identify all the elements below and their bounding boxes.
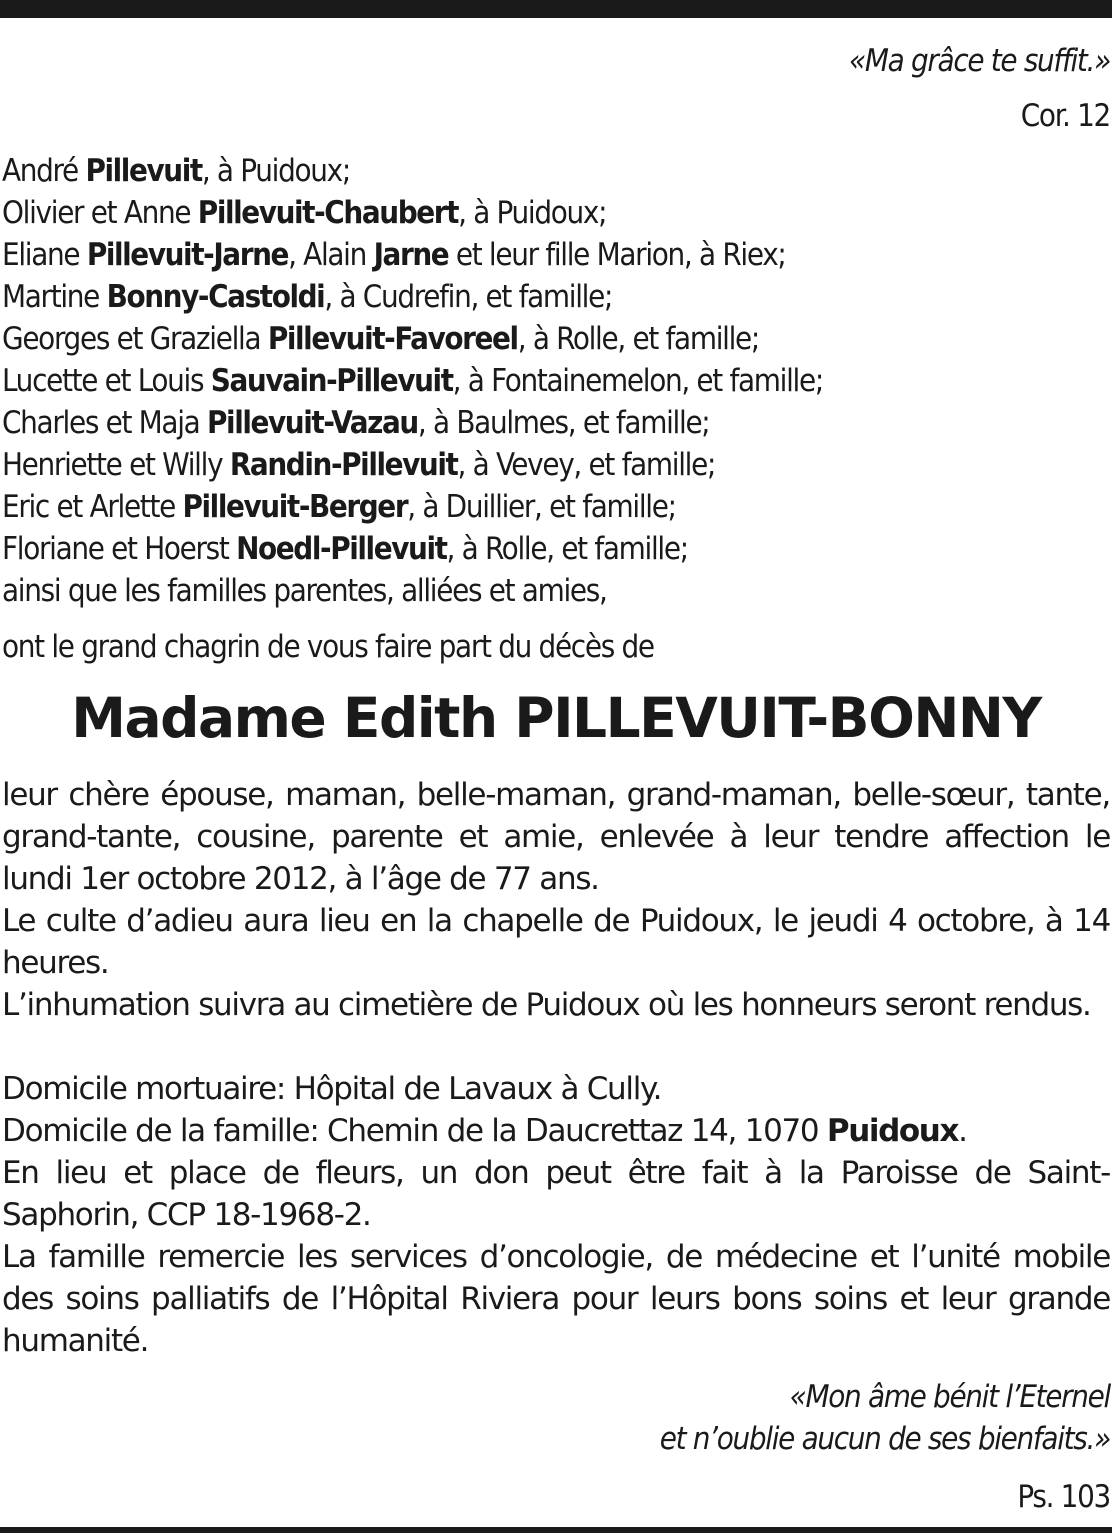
family-home-line: Domicile de la famille: Chemin de la Daucrettaz 14, 1070 Puidoux. (2, 1113, 967, 1149)
family-name: Bonny-Castoldi (106, 279, 325, 315)
family-name: Jarne (373, 237, 449, 273)
family-line: Floriane et Hoerst Noedl-Pillevuit, à Rolle, et famille; (2, 531, 688, 567)
donation-paragraph: En lieu et place de fleurs, un don peut être fait à la Paroisse de Saint-Saphorin, CCP 18-1968-2. (2, 1155, 1110, 1233)
family-home-town: Puidoux (826, 1113, 959, 1149)
family-line: Henriette et Willy Randin-Pillevuit, à Vevey, et famille; (2, 447, 716, 483)
service-paragraph: Le culte d’adieu aura lieu en la chapelle de Puidoux, le jeudi 4 octobre, à 14 heures. (2, 903, 1110, 981)
family-line: Olivier et Anne Pillevuit-Chaubert, à Puidoux; (2, 195, 607, 231)
family-line: Martine Bonny-Castoldi, à Cudrefin, et famille; (2, 279, 613, 315)
family-line: André Pillevuit, à Puidoux; (2, 153, 350, 189)
announce-line: ont le grand chagrin de vous faire part du décès de (2, 629, 654, 665)
family-line: Charles et Maja Pillevuit-Vazau, à Baulmes, et famille; (2, 405, 710, 441)
mortuary-line: Domicile mortuaire: Hôpital de Lavaux à Cully. (2, 1071, 662, 1107)
relatives-line: ainsi que les familles parentes, alliées et amies, (2, 573, 607, 609)
header-quote-reference: Cor. 12 (1020, 98, 1110, 134)
burial-paragraph: L’inhumation suivra au cimetière de Puidoux où les honneurs seront rendus. (2, 987, 1091, 1023)
footer-quote-line-1: «Mon âme bénit l’Eternel (789, 1379, 1110, 1415)
family-name: Sauvain-Pillevuit (210, 363, 453, 399)
family-name: Pillevuit (85, 153, 202, 189)
family-line: Eliane Pillevuit-Jarne, Alain Jarne et leur fille Marion, à Riex; (2, 237, 786, 273)
family-name: Randin-Pillevuit (229, 447, 458, 483)
family-name: Noedl-Pillevuit (236, 531, 447, 567)
header-quote: «Ma grâce te suffit.» (848, 43, 1110, 79)
family-line: Georges et Graziella Pillevuit-Favoreel, à Rolle, et famille; (2, 321, 760, 357)
family-line: Eric et Arlette Pillevuit-Berger, à Duillier, et famille; (2, 489, 676, 525)
deceased-name: Madame Edith PILLEVUIT-BONNY (71, 686, 1041, 750)
thanks-paragraph: La famille remercie les services d’oncologie, de médecine et l’unité mobile des soins palliatifs de l’Hôpital Riviera pour leurs bons soins et leur grande humanité. (2, 1239, 1110, 1359)
bottom-rule (0, 1527, 1112, 1533)
footer-quote-reference: Ps. 103 (1017, 1479, 1110, 1515)
top-rule (0, 0, 1112, 18)
description-paragraph: leur chère épouse, maman, belle-maman, grand-maman, belle-sœur, tante, grand-tante, cousine, parente et amie, enlevée à leur tendre affection le lundi 1er octobre 2012, à l’âge de 77 ans. (2, 777, 1110, 897)
family-name: Pillevuit-Vazau (207, 405, 418, 441)
family-name: Pillevuit-Jarne (86, 237, 289, 273)
family-line: Lucette et Louis Sauvain-Pillevuit, à Fontainemelon, et famille; (2, 363, 823, 399)
family-name: Pillevuit-Favoreel (267, 321, 518, 357)
footer-quote-line-2: et n’oublie aucun de ses bienfaits.» (659, 1421, 1110, 1457)
family-name: Pillevuit-Chaubert (197, 195, 459, 231)
family-name: Pillevuit-Berger (182, 489, 408, 525)
